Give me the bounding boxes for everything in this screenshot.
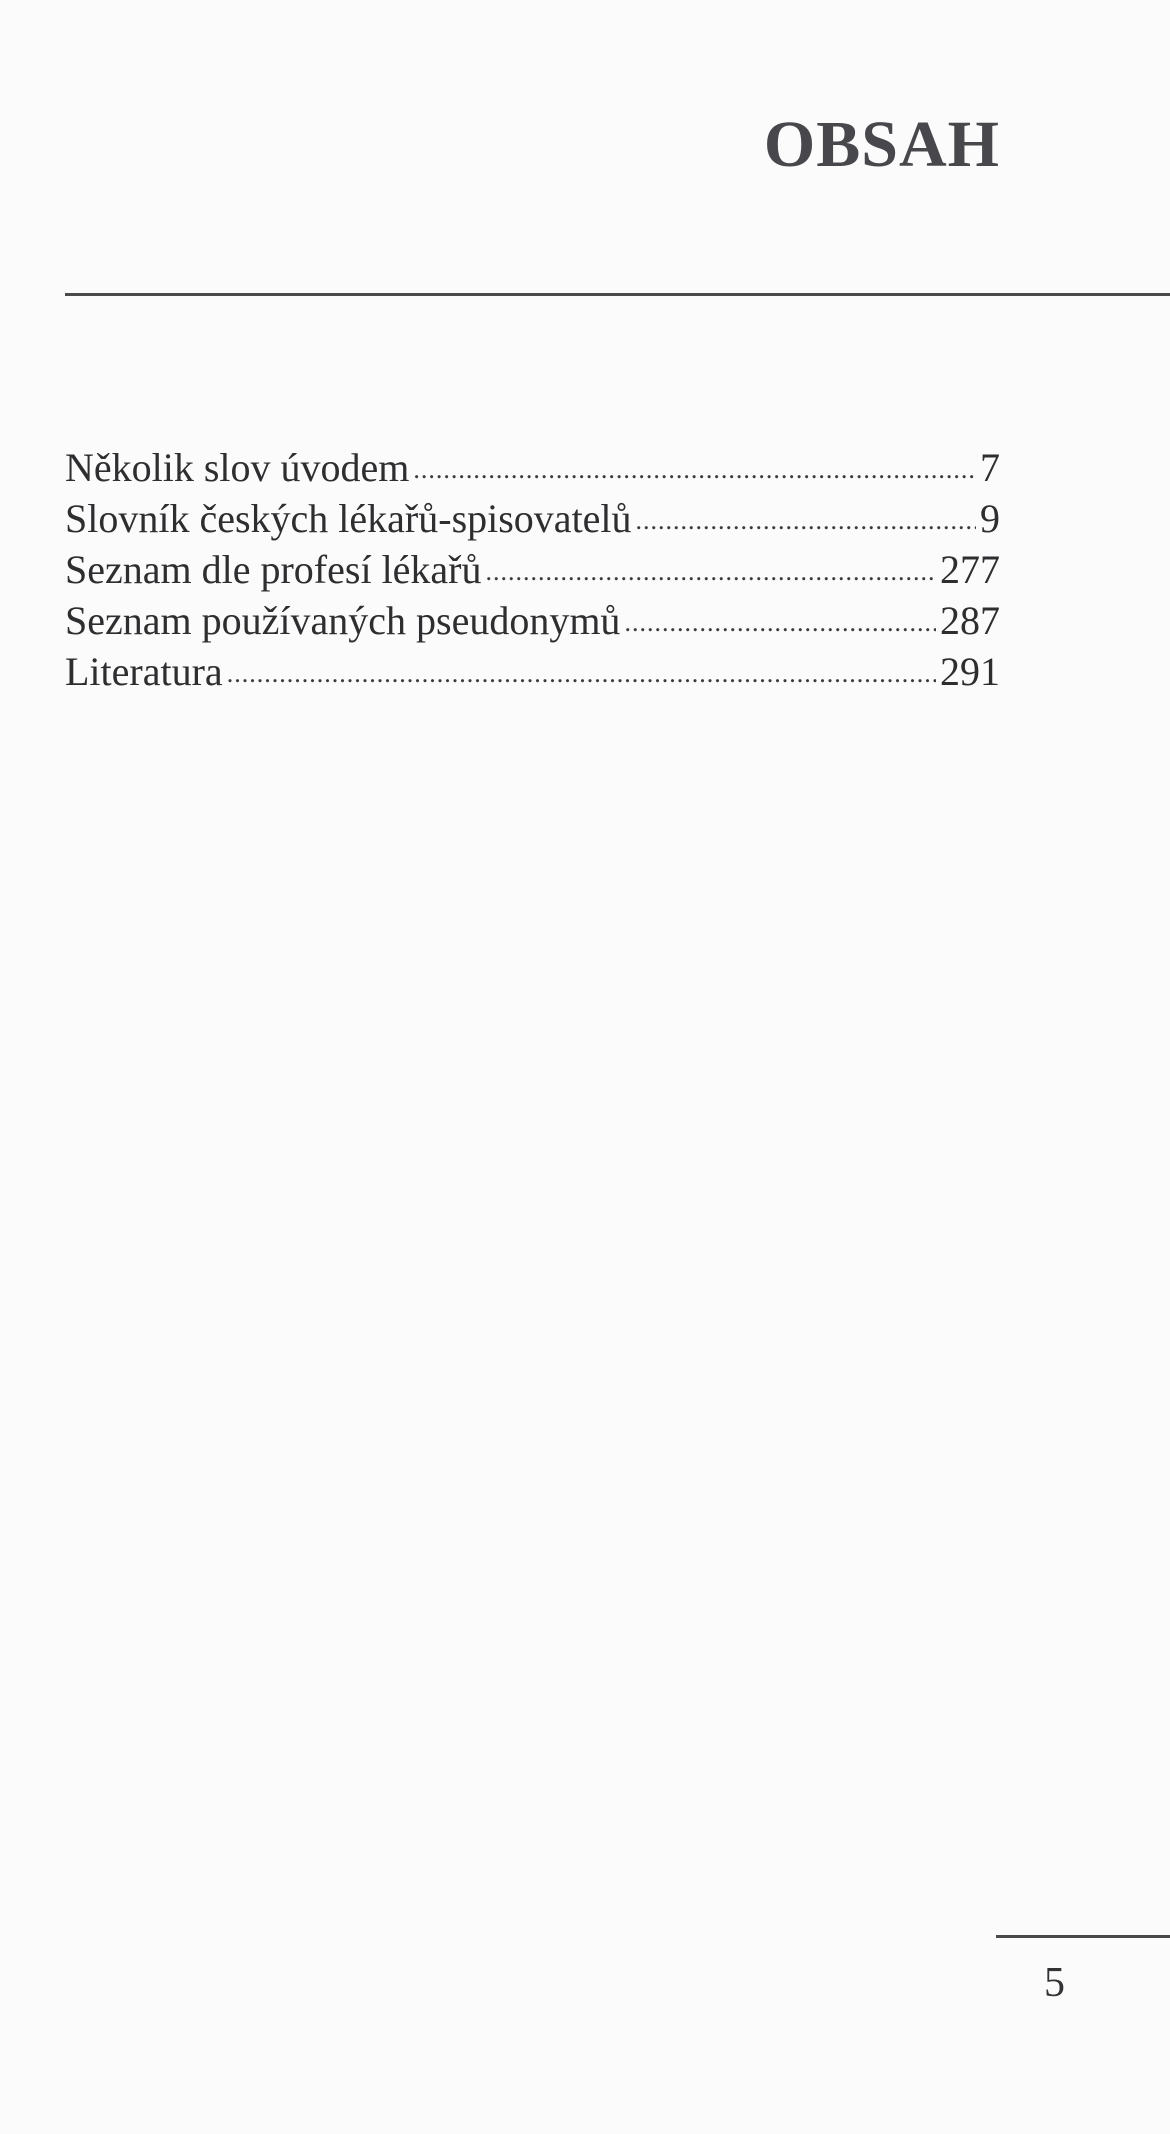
- toc-entry-page: 277: [940, 547, 1000, 592]
- toc-entry-page: 9: [980, 496, 1000, 541]
- toc-entry-title: Několik slov úvodem: [65, 445, 410, 490]
- page-number: 5: [1044, 1960, 1065, 2006]
- toc-entry[interactable]: [65, 646, 1000, 697]
- toc-entry-title: Seznam dle profesí lékařů: [65, 547, 482, 592]
- heading-divider: [65, 293, 1170, 296]
- toc-dot-leader: [624, 592, 936, 648]
- toc-dot-leader: [413, 439, 976, 495]
- footer-divider: [996, 1935, 1170, 1938]
- toc-entry[interactable]: [65, 595, 1000, 646]
- page-title: OBSAH: [763, 108, 1000, 181]
- toc-dot-leader: [636, 490, 976, 546]
- toc-dot-leader: [486, 541, 936, 597]
- toc-entry-page: 7: [980, 445, 1000, 490]
- toc-entry[interactable]: [65, 442, 1000, 493]
- toc-entry-title: Literatura: [65, 649, 223, 694]
- table-of-contents: [65, 442, 1000, 697]
- toc-entry[interactable]: [65, 493, 1000, 544]
- toc-entry-page: 287: [940, 598, 1000, 643]
- toc-entry-page: 291: [940, 649, 1000, 694]
- toc-entry[interactable]: [65, 544, 1000, 595]
- toc-entry-title: Slovník českých lékařů-spisovatelů: [65, 496, 632, 541]
- toc-dot-leader: [227, 643, 936, 699]
- toc-entry-title: Seznam používaných pseudonymů: [65, 598, 621, 643]
